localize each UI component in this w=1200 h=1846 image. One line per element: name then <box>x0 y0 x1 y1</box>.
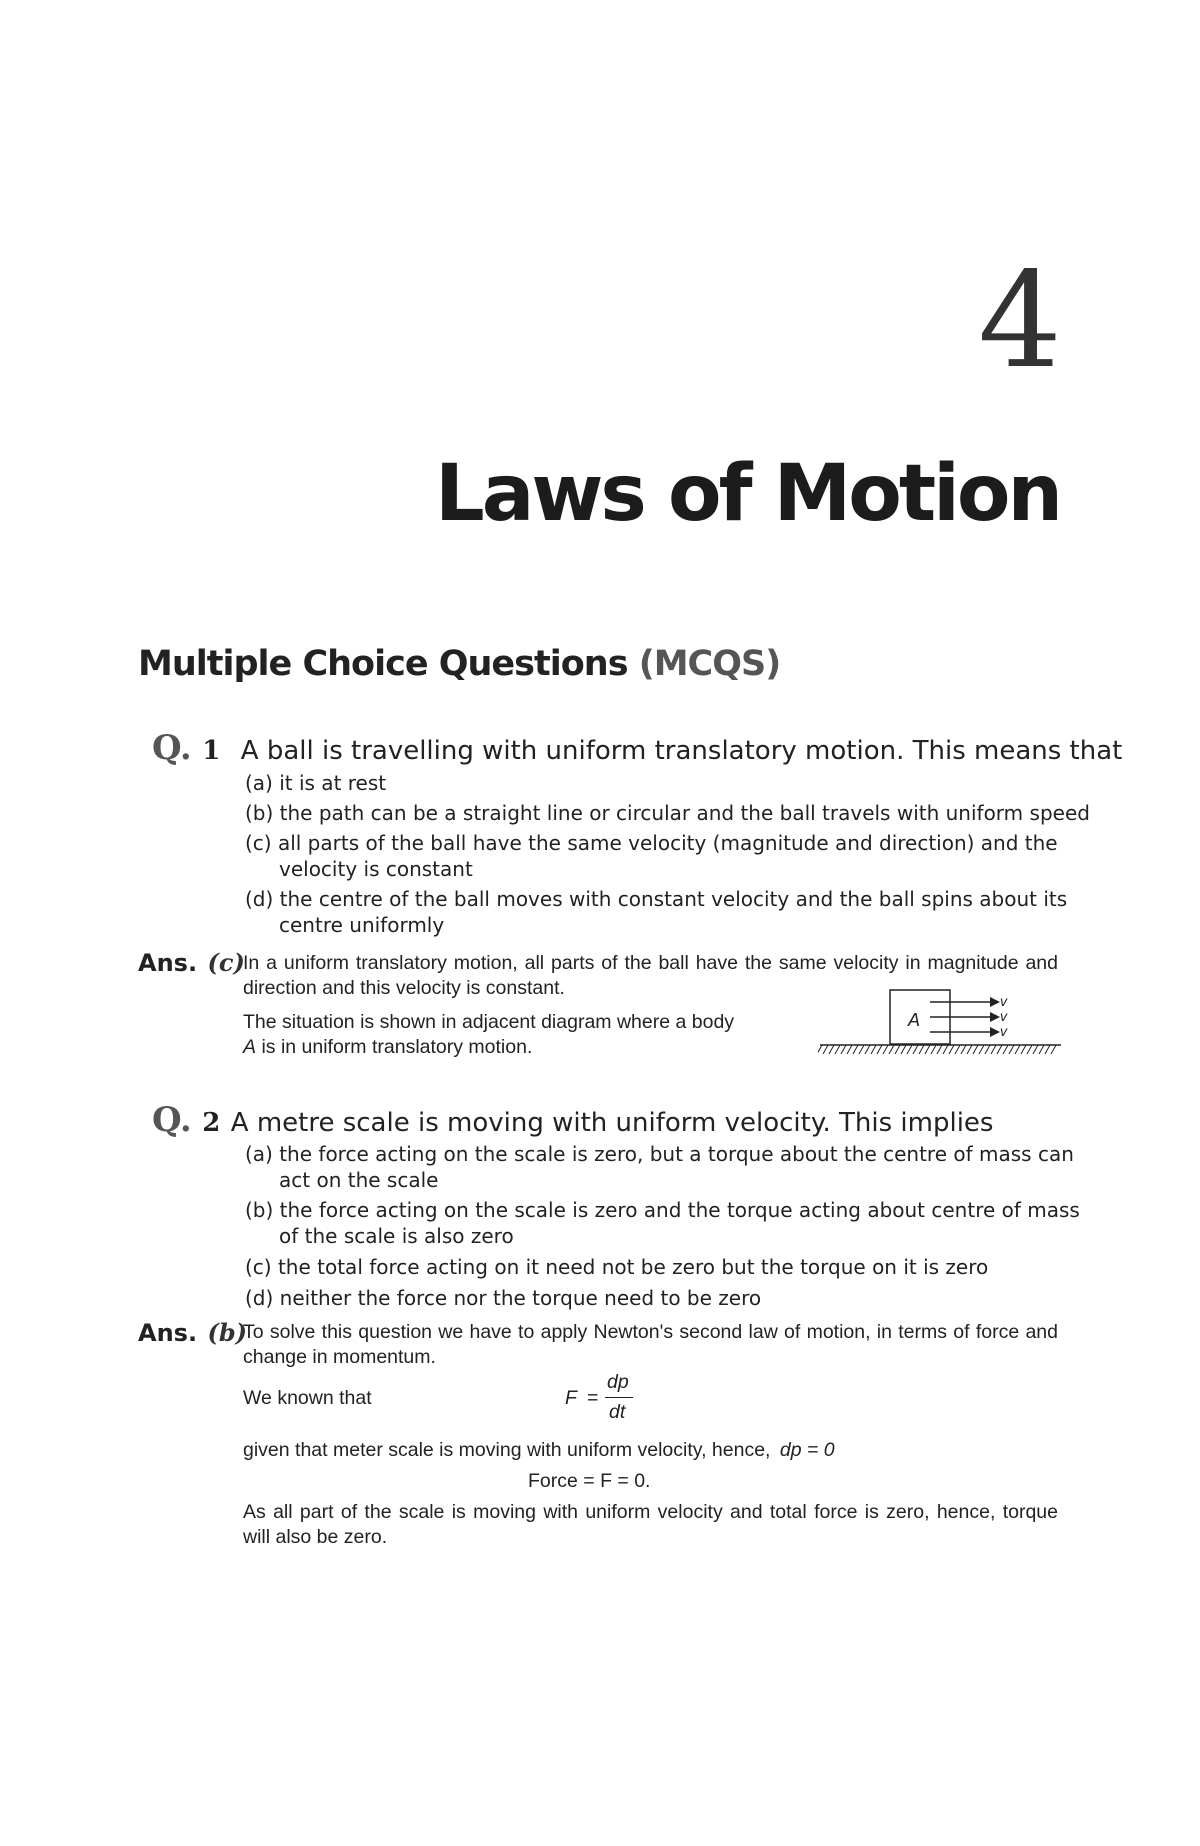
option-a: (a) the force acting on the scale is zero, but a torque about the centre of mass can act on the scale <box>245 1142 1074 1192</box>
option-b: (b) the force acting on the scale is zero and the torque acting about centre of mass of the scale is also zero <box>245 1198 1080 1248</box>
arrow-label-3: v <box>1000 1023 1007 1039</box>
answer-1-explanation: In a uniform translatory motion, all parts of the ball have the same velocity in magnitude and direction and this velocity is constant. <box>243 952 1058 999</box>
we-known-that: We known that <box>243 1387 372 1409</box>
option-a: (a) it is at rest <box>245 771 387 795</box>
hatch-mark <box>919 1045 924 1054</box>
hatch-mark <box>818 1045 822 1054</box>
hatch-mark <box>943 1045 948 1054</box>
question-number: 1 <box>202 736 221 766</box>
eq-denominator: dt <box>609 1401 626 1423</box>
hatch-mark <box>835 1045 840 1054</box>
chapter-title: Laws of Motion <box>435 449 1060 539</box>
answer-1-situation-cont <box>243 1035 803 1060</box>
block-label: A <box>908 1010 921 1030</box>
hatch-mark <box>913 1045 918 1054</box>
diagram-svg <box>818 986 1063 1066</box>
question-2-header <box>152 1100 993 1140</box>
uniform-velocity-text: given that meter scale is moving with uniform velocity, hence, <box>243 1439 771 1461</box>
hatch-mark <box>1027 1045 1032 1054</box>
dp-zero: dp = 0 <box>779 1439 835 1461</box>
question-text: A ball is travelling with uniform translatory motion. This means that <box>240 736 1123 766</box>
hatch-mark <box>829 1045 834 1054</box>
hatch-mark <box>1021 1045 1026 1054</box>
section-title: Multiple Choice Questions <box>138 644 628 684</box>
hatch-mark <box>1045 1045 1050 1054</box>
hatch-mark <box>1039 1045 1044 1054</box>
arrow-label-1: v <box>1000 993 1007 1009</box>
hatch-mark <box>853 1045 858 1054</box>
arrowhead-1 <box>990 997 1000 1007</box>
hatch-mark <box>847 1045 852 1054</box>
answer-1-label <box>138 948 245 977</box>
arrowhead-3 <box>990 1027 1000 1037</box>
hatch-mark <box>985 1045 990 1054</box>
option-b: (b) the path can be a straight line or circular and the ball travels with uniform speed <box>245 801 1090 825</box>
answer-1-situation-tail: is in uniform translatory motion. <box>261 1036 533 1058</box>
hatch-mark <box>841 1045 846 1054</box>
answer-1-situation: The situation is shown in adjacent diagram where a body <box>243 1011 735 1033</box>
option-c: (c) the total force acting on it need not be zero but the torque on it is zero <box>245 1255 989 1279</box>
answer-letter: (c) <box>207 948 245 977</box>
answer-2-label <box>138 1318 247 1347</box>
hatch-mark <box>949 1045 954 1054</box>
section-abbr: (MCQS) <box>638 644 781 684</box>
answer-label: Ans. <box>138 949 198 977</box>
eq-numerator: dp <box>607 1371 629 1393</box>
hatch-mark <box>991 1045 996 1054</box>
option-c: (c) all parts of the ball have the same velocity (magnitude and direction) and the velocity is constant <box>245 831 1058 881</box>
question-number: 2 <box>202 1108 221 1138</box>
hatch-mark <box>925 1045 930 1054</box>
hatch-mark <box>871 1045 876 1054</box>
question-1-header <box>152 728 1122 768</box>
hatch-mark <box>889 1045 894 1054</box>
hatch-mark <box>961 1045 966 1054</box>
chapter-number: 4 <box>978 244 1060 398</box>
equation-f-dp-dt <box>565 1370 685 1426</box>
hatch-mark <box>1015 1045 1020 1054</box>
hatch-mark <box>955 1045 960 1054</box>
question-text: A metre scale is moving with uniform velocity. This implies <box>230 1108 994 1138</box>
answer-letter: (b) <box>207 1318 248 1347</box>
hatch-mark <box>1051 1045 1056 1054</box>
uniform-velocity-line <box>243 1438 835 1463</box>
hatch-mark <box>997 1045 1002 1054</box>
eq-lhs: F <box>565 1387 577 1409</box>
fraction-bar <box>605 1397 633 1398</box>
section-heading <box>138 644 780 684</box>
hatch-mark <box>979 1045 984 1054</box>
option-d: (d) the centre of the ball moves with constant velocity and the ball spins about its centre uniformly <box>245 887 1068 937</box>
body-label: A <box>243 1036 257 1058</box>
question-label: Q. <box>152 728 192 768</box>
arrow-label-2: v <box>1000 1008 1007 1024</box>
ground-hatching <box>818 1045 1056 1054</box>
eq-equals: = <box>587 1387 599 1409</box>
translatory-motion-diagram <box>818 986 1063 1066</box>
hatch-mark <box>895 1045 900 1054</box>
hatch-mark <box>1009 1045 1014 1054</box>
question-label: Q. <box>152 1100 192 1140</box>
hatch-mark <box>883 1045 888 1054</box>
hatch-mark <box>823 1045 828 1054</box>
hatch-mark <box>931 1045 936 1054</box>
arrowhead-2 <box>990 1012 1000 1022</box>
hatch-mark <box>865 1045 870 1054</box>
hatch-mark <box>859 1045 864 1054</box>
answer-2-conclusion: As all part of the scale is moving with uniform velocity and total force is zero, hence, torque will also be zero. <box>243 1501 1058 1548</box>
hatch-mark <box>1033 1045 1038 1054</box>
hatch-mark <box>907 1045 912 1054</box>
hatch-mark <box>973 1045 978 1054</box>
answer-2-explanation: To solve this question we have to apply Newton's second law of motion, in terms of force and change in momentum. <box>243 1321 1058 1368</box>
option-d: (d) neither the force nor the torque need to be zero <box>245 1286 762 1310</box>
hatch-mark <box>901 1045 906 1054</box>
hatch-mark <box>1003 1045 1008 1054</box>
force-zero-equation: Force = F = 0. <box>528 1470 651 1492</box>
hatch-mark <box>937 1045 942 1054</box>
hatch-mark <box>877 1045 882 1054</box>
hatch-mark <box>967 1045 972 1054</box>
answer-label: Ans. <box>138 1319 198 1347</box>
